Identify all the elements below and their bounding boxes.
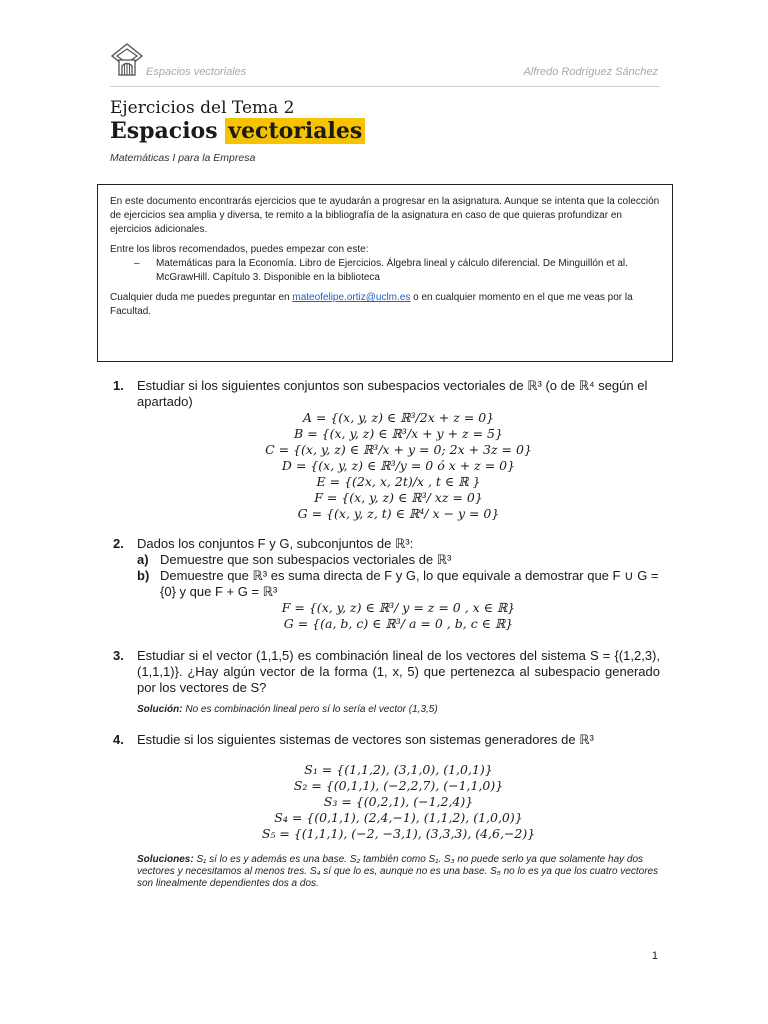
- intro-paragraph-1: En este documento encontrarás ejercicios que te ayudarán a progresar en la asignatura. Aunque se intenta que la colección de ejercicios sea amplia y diversa, te remito a la bibliografía de la asignatura en caso de que quieras profundizar en ejercicios adicionales.: [110, 196, 660, 235]
- exercise-number: 1.: [113, 378, 124, 393]
- equation: S₃ = {(0,2,1), (−1,2,4)}: [323, 794, 474, 809]
- exercise-2: [110, 536, 660, 632]
- email-link[interactable]: mateofelipe.ortiz@uclm.es: [292, 292, 411, 303]
- exercise-statement: Estudie si los siguientes sistemas de vectores son sistemas generadores de ℝ³: [137, 732, 594, 747]
- sub-item-label: b): [137, 568, 150, 583]
- sub-item-text: Demuestre que son subespacios vectoriales de ℝ³: [160, 552, 452, 567]
- exercise-statement: Estudiar si el vector (1,1,5) es combinación lineal de los vectores del sistema S = {(1,2,3), (1,1,1)}. ¿Hay algún vector de la forma (1, x, 5) que pertenezca al subespacio generado por los vectores de S?: [137, 648, 660, 695]
- equation: S₄ = {(0,1,1), (2,4,−1), (1,1,2), (1,0,0)}: [274, 810, 523, 825]
- solution-text: No es combinación lineal pero sí lo sería el vector (1,3,5): [182, 704, 438, 715]
- equation: F = {(x, y, z) ∈ ℝ³/ xz = 0}: [314, 490, 483, 505]
- intro-box: [97, 184, 673, 362]
- exercise-3: [110, 648, 660, 716]
- equation: F = {(x, y, z) ∈ ℝ³/ y = z = 0 , x ∈ ℝ}: [281, 600, 516, 615]
- equation: S₂ = {(0,1,1), (−2,2,7), (−1,1,0)}: [293, 778, 504, 793]
- university-logo-icon: [110, 42, 144, 78]
- equation: S₁ = {(1,1,2), (3,1,0), (1,0,1)}: [304, 762, 493, 777]
- intro-paragraph-2: Entre los libros recomendados, puedes empezar con este:: [110, 244, 369, 255]
- sub-item-a: [137, 552, 660, 568]
- page-number: 1: [651, 950, 658, 962]
- intro-bullet-text: Matemáticas para la Economía. Libro de Ejercicios. Álgebra lineal y cálculo diferencial. De Minguillón et al. McGrawHill. Capítulo 3. Disponible en la biblioteca: [156, 258, 628, 283]
- course-name: Matemáticas I para la Empresa: [110, 152, 256, 164]
- solution-note: [137, 854, 660, 890]
- page-header: [110, 40, 660, 87]
- equation: B = {(x, y, z) ∈ ℝ³/x + y + z = 5}: [294, 426, 503, 441]
- sub-item-b: [137, 568, 660, 600]
- header-left-text: Espacios vectoriales: [146, 66, 247, 78]
- equation: S₅ = {(1,1,1), (−2, −3,1), (3,3,3), (4,6,−2)}: [261, 826, 536, 841]
- equation: G = {(a, b, c) ∈ ℝ³/ a = 0 , b, c ∈ ℝ}: [283, 616, 514, 631]
- equation: E = {(2x, x, 2t)/x , t ∈ ℝ }: [316, 474, 481, 489]
- intro-p3-before: Cualquier duda me puedes preguntar en: [110, 292, 293, 303]
- equation: A = {(x, y, z) ∈ ℝ³/2x + z = 0}: [302, 410, 495, 425]
- header-right-text: Alfredo Rodríguez Sánchez: [523, 66, 658, 78]
- equation-list: [137, 762, 660, 842]
- exercise-1: [110, 378, 660, 522]
- exercise-number: 2.: [113, 536, 124, 551]
- solution-text: S₁ sí lo es y además es una base. S₂ también como S₁. S₃ no puede serlo ya que solamente hay dos vectores y necesitamos al menos tres. S₄ sí que lo es, aunque no es una base. S₅ no lo es ya que los cuatro vectores son linealmente dependientes dos a dos.: [137, 854, 659, 889]
- equation: C = {(x, y, z) ∈ ℝ³/x + y = 0; 2x + 3z = 0}: [265, 442, 532, 457]
- title-highlight: vectoriales: [225, 118, 365, 144]
- sub-item-text: Demuestre que ℝ³ es suma directa de F y G, lo que equivale a demostrar que F ∪ G = {0} y que F + G = ℝ³: [160, 568, 659, 599]
- equation-list: [137, 410, 660, 522]
- intro-p3-after: o en cualquier momento en el que me veas por la Facultad.: [110, 292, 633, 317]
- equation: D = {(x, y, z) ∈ ℝ³/y = 0 ó x + z = 0}: [281, 458, 516, 473]
- solution-label: Soluciones:: [137, 854, 194, 865]
- document-subtitle: Ejercicios del Tema 2: [110, 98, 295, 118]
- exercise-number: 3.: [113, 648, 124, 663]
- dash-bullet-icon: –: [134, 258, 140, 269]
- solution-note: [137, 704, 660, 716]
- exercise-4: [110, 732, 660, 890]
- equation: G = {(x, y, z, t) ∈ ℝ⁴/ x − y = 0}: [297, 506, 500, 521]
- title-part1: Espacios: [110, 118, 218, 144]
- intro-bullet: [110, 257, 660, 285]
- document-title: [110, 118, 365, 144]
- sub-item-label: a): [137, 552, 149, 567]
- exercise-statement: Estudiar si los siguientes conjuntos son subespacios vectoriales de ℝ³ (o de ℝ⁴ según el apartado): [137, 378, 648, 409]
- intro-paragraph-3: [110, 291, 660, 319]
- exercise-statement: Dados los conjuntos F y G, subconjuntos de ℝ³:: [137, 536, 414, 551]
- solution-label: Solución:: [137, 704, 183, 715]
- exercise-number: 4.: [113, 732, 124, 747]
- equation-list: [137, 600, 660, 632]
